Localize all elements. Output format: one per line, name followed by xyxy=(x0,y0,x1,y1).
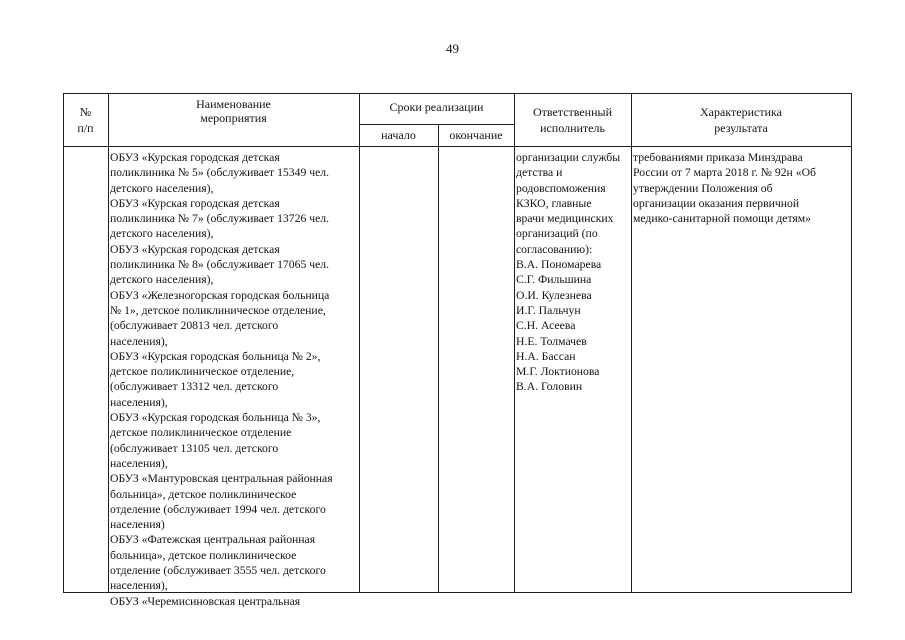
activity-name-line: больница», детское поликлиническое xyxy=(110,487,297,501)
activity-name-line: отделение (обслуживает 3555 чел. детского xyxy=(110,564,326,578)
activity-name-line: ОБУЗ «Черемисиновская центральная xyxy=(110,594,301,608)
responsible-line: Н.А. Бассан xyxy=(516,349,576,363)
column-divider xyxy=(514,93,515,593)
column-divider xyxy=(108,93,109,593)
header-activity-name-line: мероприятия xyxy=(200,111,267,125)
responsible-line: согласованию): xyxy=(516,242,593,256)
activity-name-line: поликлиника № 5» (обслуживает 15349 чел. xyxy=(110,166,330,180)
activity-name-cell xyxy=(110,150,358,608)
activity-name-line: ОБУЗ «Фатежская центральная районная xyxy=(110,533,316,547)
header-activity-name xyxy=(108,97,359,125)
activity-name-line: населения), xyxy=(110,579,168,593)
table-left-border xyxy=(63,93,64,593)
header-end: окончание xyxy=(449,128,503,142)
responsible-line: М.Г. Локтионова xyxy=(516,365,600,379)
activity-name-line: ОБУЗ «Курская городская детская xyxy=(110,151,280,164)
header-number-line: № xyxy=(79,105,92,119)
header-result xyxy=(631,104,851,136)
responsible-line: организаций (по xyxy=(516,227,598,241)
activity-name-line: (обслуживает 13105 чел. детского xyxy=(110,441,279,455)
activity-name-line: ОБУЗ «Курская городская детская xyxy=(110,242,280,256)
responsible-line: С.Г. Фильшина xyxy=(516,273,592,287)
column-divider xyxy=(631,93,632,593)
activity-name-line: населения), xyxy=(110,456,168,470)
activity-name-line: ОБУЗ «Железногорская городская больница xyxy=(110,288,330,302)
activity-name-line: ОБУЗ «Курская городская детская xyxy=(110,196,280,210)
activity-name-line: населения) xyxy=(110,518,165,532)
table-right-border xyxy=(851,93,852,593)
activity-name-line: детское поликлиническое отделение, xyxy=(110,365,295,379)
subheader-divider xyxy=(359,124,514,125)
activity-name-line: поликлиника № 8» (обслуживает 17065 чел. xyxy=(110,258,330,272)
activity-name-line: отделение (обслуживает 1994 чел. детского xyxy=(110,502,326,516)
column-divider xyxy=(359,93,360,593)
activity-name-line: больница», детское поликлиническое xyxy=(110,548,297,562)
responsible-line: родовспоможения xyxy=(516,181,606,195)
activity-name-line: населения), xyxy=(110,395,168,409)
table-top-border xyxy=(63,93,852,94)
header-bottom-border xyxy=(63,146,852,147)
activity-name-line: (обслуживает 13312 чел. детского xyxy=(110,380,279,394)
column-divider xyxy=(438,124,439,593)
header-terms: Сроки реализации xyxy=(389,100,484,114)
responsible-line: КЗКО, главные xyxy=(516,196,592,210)
activity-name-line: детского населения), xyxy=(110,227,214,241)
header-start: начало xyxy=(381,128,416,142)
responsible-line: О.И. Кулезнева xyxy=(516,288,592,302)
result-line: требованиями приказа Минздрава xyxy=(633,151,803,164)
result-line: медико-санитарной помощи детям» xyxy=(633,212,812,226)
activity-name-line: (обслуживает 20813 чел. детского xyxy=(110,319,279,333)
activity-name-line: ОБУЗ «Курская городская больница № 2», xyxy=(110,349,321,363)
activity-name-line: ОБУЗ «Курская городская больница № 3», xyxy=(110,411,321,425)
header-result-line: результата xyxy=(714,121,768,135)
responsible-line: В.А. Пономарева xyxy=(516,258,602,272)
activity-name-line: населения), xyxy=(110,334,168,348)
header-responsible xyxy=(514,104,631,136)
page-number: 49 xyxy=(446,41,459,56)
responsible-line: В.А. Головин xyxy=(516,380,583,394)
result-line: утверждении Положения об xyxy=(633,181,773,195)
responsible-cell xyxy=(516,150,630,590)
responsible-line: организации службы xyxy=(516,151,621,164)
header-responsible-line: Ответственный xyxy=(532,105,613,119)
activity-name-line: детское поликлиническое отделение xyxy=(110,426,292,440)
result-line: организации оказания первичной xyxy=(633,196,800,210)
responsible-line: Н.Е. Толмачев xyxy=(516,334,587,348)
result-cell xyxy=(633,150,850,590)
activity-name-line: детского населения), xyxy=(110,181,214,195)
header-result-line: Характеристика xyxy=(700,105,782,119)
activity-name-line: детского населения), xyxy=(110,273,214,287)
activity-name-line: № 1», детское поликлиническое отделение, xyxy=(110,303,326,317)
header-responsible-line: исполнитель xyxy=(540,121,605,135)
responsible-line: И.Г. Пальчун xyxy=(516,303,581,317)
header-number-line: п/п xyxy=(77,121,94,135)
responsible-line: С.Н. Асеева xyxy=(516,319,576,333)
header-activity-name-line: Наименование xyxy=(196,97,271,111)
responsible-line: врачи медицинских xyxy=(516,212,614,226)
activity-name-line: ОБУЗ «Мантуровская центральная районная xyxy=(110,472,333,486)
result-line: России от 7 марта 2018 г. № 92н «Об xyxy=(633,166,816,180)
activity-name-line: поликлиника № 7» (обслуживает 13726 чел. xyxy=(110,212,330,226)
responsible-line: детства и xyxy=(516,166,563,180)
header-number xyxy=(63,104,108,136)
